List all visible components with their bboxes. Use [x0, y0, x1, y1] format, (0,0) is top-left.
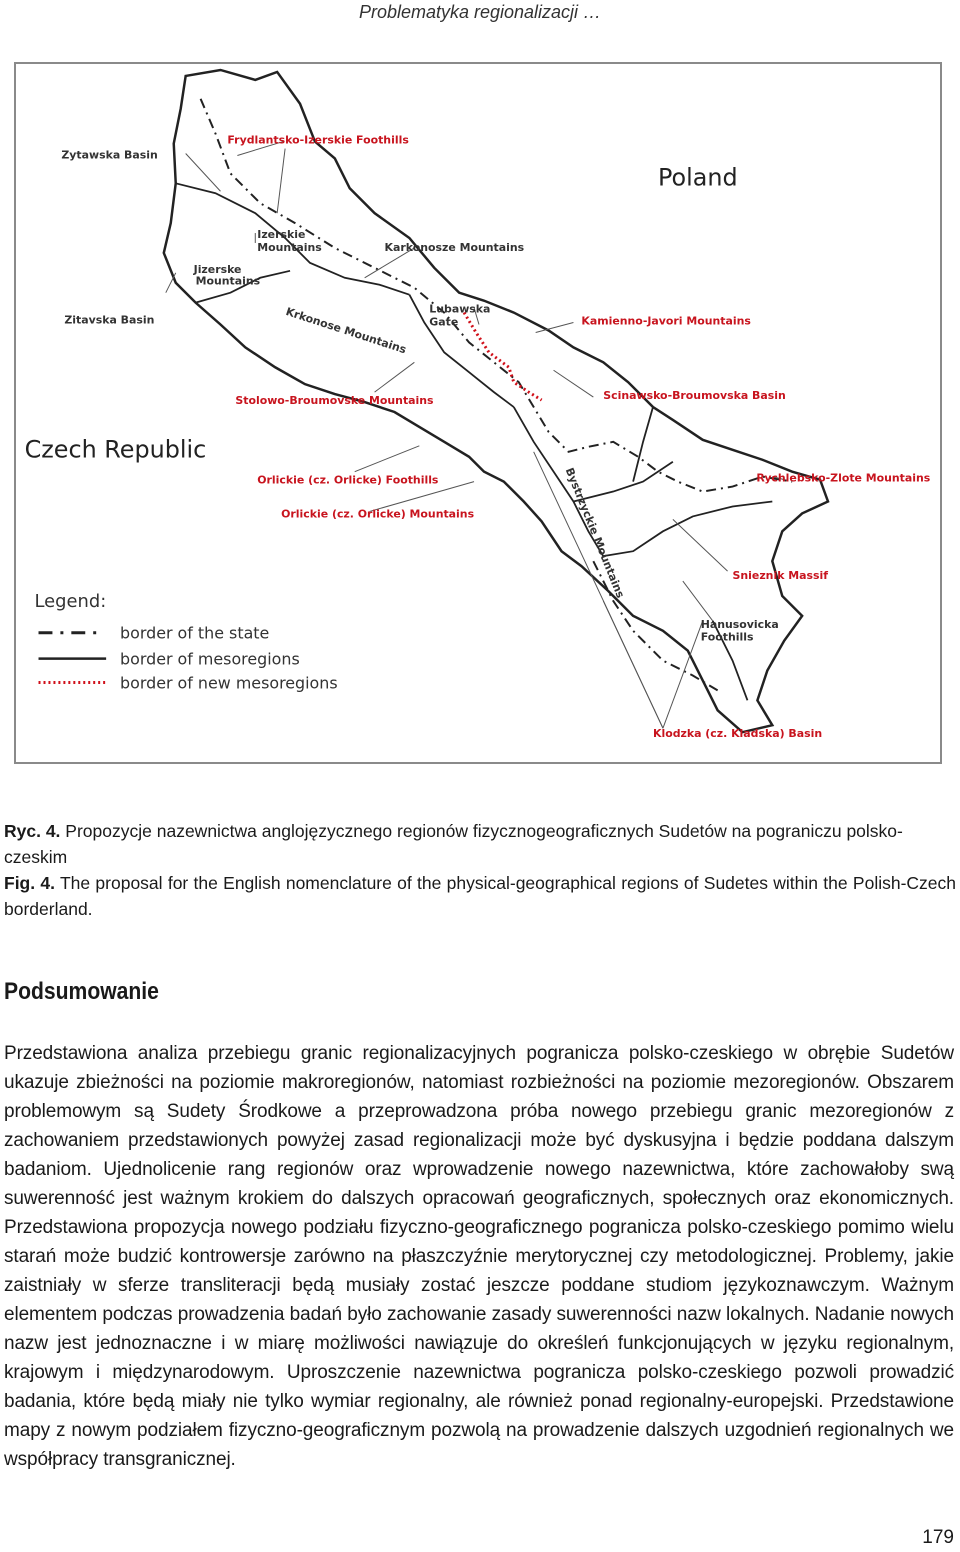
- label-jizerske-2: Mountains: [195, 274, 261, 288]
- label-rychlebsko: Rychlebsko-Zlote Mountains: [756, 471, 931, 485]
- section-heading: Podsumowanie: [4, 978, 159, 1005]
- mesoregion-border: [633, 407, 653, 482]
- map-legend: [35, 591, 338, 693]
- label-bystrzyckie: Bystrzyckie Mountains: [562, 465, 627, 600]
- body-paragraph: Przedstawiona analiza przebiegu granic regionalizacyjnych pogranicza polsko-czeskiego w obrębie Sudetów ukazuje zbieżności na poziomie makroregionów, natomiast rozbieżności na poziomie mezoregionów. Obszarem problemowym są Sudety Środkowe a przeprowadzona próba nowego przebiegu granic mezoregionów z zachowaniem przedstawionych powyżej zasad regionalizacji może być dyskusyjna i będzie poddana dalszym badaniom. Ujednolicenie rang regionów oraz wprowadzenie nowego nazewnictwa, które zachowałoby swą suwerenność jest ważnym krokiem do dalszych opracowań geograficznych, społecznych oraz ekonomicznych. Przedstawiona propozycja nowego podziału fizyczno-geograficznego pogranicza polsko-czeskiego pomimo wielu starań może budzić kontrowersje zarówno na płaszczyźnie merytorycznej czy metodologicznej. Problemy, jakie zaistniały w sferze transliteracji będą musiały zostać jeszcze poddane studiom językoznawczym. Ważnym elementem podczas prowadzenia badań było zachowanie zasady suwerenności nazw lokalnych. Nadanie nowych nazw jest jednoznaczne i w miarę możliwości nawiązuje do określeń funkcjonujących w języku regionalnym, krajowym i międzynarodowym. Uproszczenie nazewnictwa pogranicza polsko-czeskiego pozwoli prowadzić badania, które będą miały nie tylko wymiar regionalny, ale również ponad regionalny-europejski. Przedstawione mapy z nowym podziałem fizyczno-geograficznym pozwolą na prowadzenie dalszych uzgodnień regionalnych we współpracy transgranicznej.: [4, 1043, 954, 1470]
- label-lubawska-2: Gate: [429, 315, 459, 329]
- mesoregion-border: [573, 462, 672, 502]
- legend-state-border: border of the state: [120, 623, 270, 643]
- running-head: Problematyka regionalizacji …: [358, 2, 602, 22]
- new-mesoregion-border: [464, 313, 542, 400]
- label-krkonose: Krkonose Mountains: [284, 305, 408, 357]
- label-frydlantsko: Frydlantsko-Izerskie Foothills: [227, 133, 409, 147]
- map-figure: [14, 62, 942, 764]
- label-kamienno: Kamienno-Javori Mountains: [581, 314, 751, 328]
- figure-caption-en: [4, 870, 956, 922]
- label-orlickie-foothills: Orlickie (cz. Orlicke) Foothills: [257, 473, 439, 487]
- label-klodzka: Klodzka (cz. Kladska) Basin: [652, 727, 823, 741]
- caption-en-text: The proposal for the English nomenclature of the physical-geographical regions of Sudetes within the Polish-Czech borderland.: [4, 873, 957, 919]
- label-orlickie-mountains: Orlickie (cz. Orlicke) Mountains: [281, 507, 475, 521]
- label-scinawsko: Scinawsko-Broumovska Basin: [603, 389, 786, 403]
- legend-title: Legend:: [34, 590, 107, 612]
- figure-caption-pl: [4, 818, 956, 870]
- legend-mesoregion-border: border of mesoregions: [120, 649, 300, 669]
- label-zitavska-basin: Zitavska Basin: [64, 313, 155, 327]
- label-izerskie-2: Mountains: [257, 240, 322, 254]
- country-label-poland: Poland: [657, 163, 738, 192]
- label-snieznik: Snieznik Massif: [732, 569, 829, 583]
- mesoregion-border: [603, 501, 772, 556]
- label-izerskie-1: Izerskie: [257, 228, 306, 242]
- legend-new-mesoregion-border: border of new mesoregions: [120, 673, 338, 693]
- page-number: 179: [922, 1527, 954, 1548]
- caption-pl-text: Propozycje nazewnictwa anglojęzycznego regionów fizycznogeograficznych Sudetów na pograniczu polsko-czeskim: [4, 821, 903, 867]
- sudetes-map: [16, 64, 940, 762]
- label-stolowo: Stolowo-Broumovske Mountains: [235, 394, 434, 408]
- label-lubawska-1: Lubawska: [429, 302, 491, 316]
- caption-en-label: Fig. 4.: [4, 873, 55, 893]
- label-karkonosze: Karkonosze Mountains: [384, 240, 525, 254]
- label-hanusovicka-2: Foothills: [700, 630, 754, 644]
- label-hanusovicka-1: Hanusovicka: [700, 617, 779, 631]
- state-border: [201, 99, 793, 492]
- country-label-czech: Czech Republic: [24, 435, 207, 464]
- caption-pl-label: Ryc. 4.: [4, 821, 61, 841]
- label-zytawska-basin: Zytawska Basin: [61, 148, 158, 162]
- label-jizerske-1: Jizerske: [193, 262, 242, 276]
